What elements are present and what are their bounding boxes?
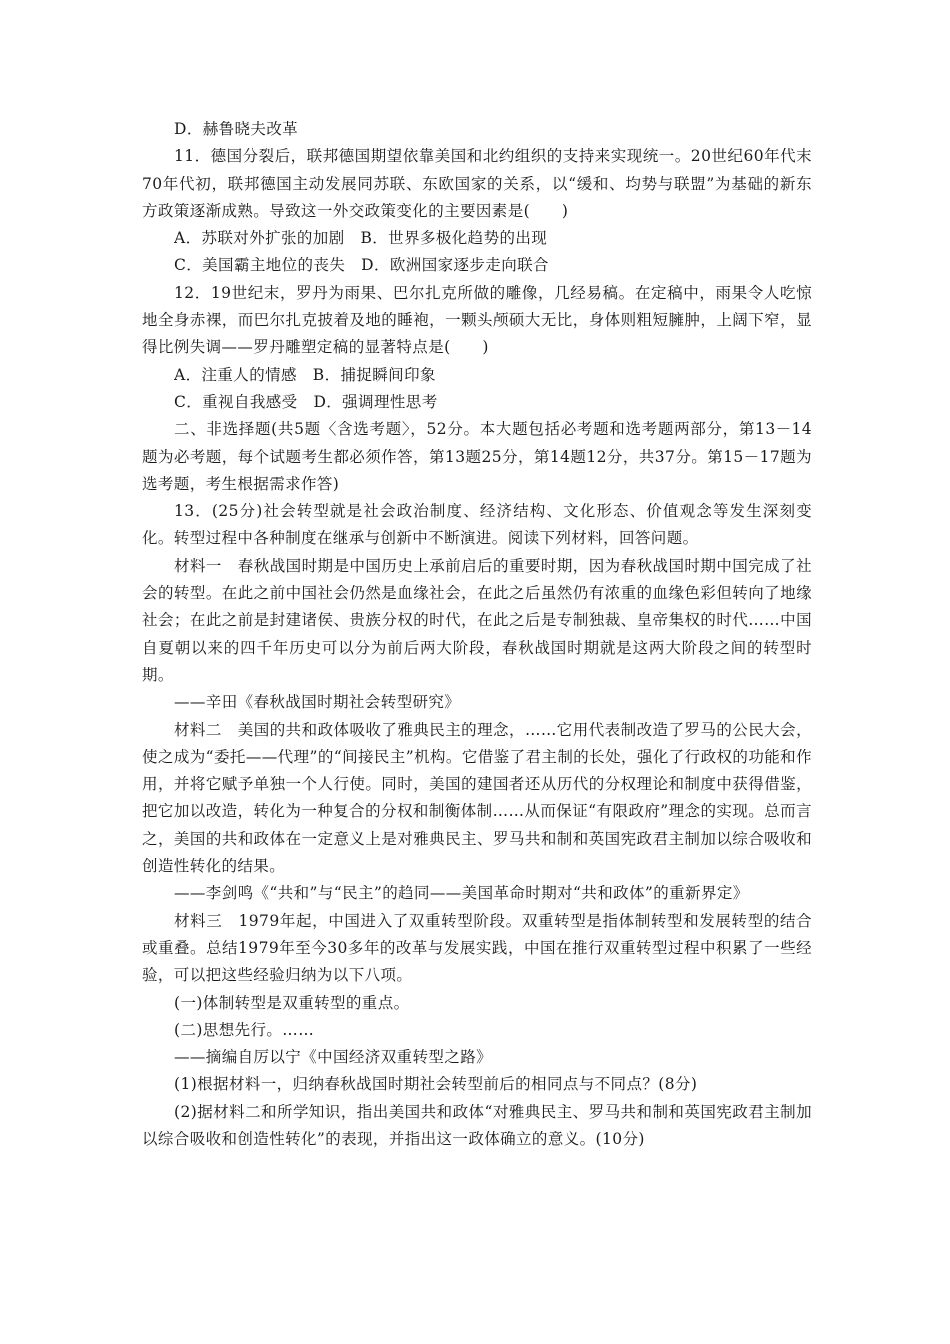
q13-source1: ——辛田《春秋战国时期社会转型研究》 xyxy=(174,693,461,712)
q12-options-ab: A．注重人的情感 B．捕捉瞬间印象 xyxy=(174,365,436,384)
q10-option-d: D．赫鲁晓夫改革 xyxy=(174,120,299,138)
q13-point2: (二)思想先行。…… xyxy=(174,1020,315,1039)
q13-material2: 材料二 美国的共和政体吸收了雅典民主的理念，……它用代表制改造了罗马的公民大会，使之成为“委托——代理”的“间接民主”机构。它借鉴了君主制的长处，强化了行政权的功能和作用，并将它赋予单独一个人行使。同时，美国的建国者还从历代的分权理论和制度中获得借鉴，把它加以改造，转化为一种复合的分权和制衡体制……从而保证“有限政府”理念的实现。总而言之，美国的共和政体在一定意义上是对雅典民主、罗马共和制和英国宪政君主制加以综合吸收和创造性转化的结果。 xyxy=(142,720,812,876)
q12-stem: 12．19世纪末，罗丹为雨果、巴尔扎克所做的雕像，几经易稿。在定稿中，雨果令人吃惊地全身赤裸，而巴尔扎克披着及地的睡袍，一颗头颅硕大无比，身体则粗短臃肿，上阔下窄，显得比例失调——罗丹雕塑定稿的显著特点是( ) xyxy=(142,283,812,357)
q13-source2: ——李剑鸣《“共和”与“民主”的趋同——美国革命时期对“共和政体”的重新界定》 xyxy=(174,884,749,903)
q13-material1: 材料一 春秋战国时期是中国历史上承前启后的重要时期，因为春秋战国时期中国完成了社会的转型。在此之前中国社会仍然是血缘社会，在此之后虽然仍有浓重的血缘色彩但转向了地缘社会；在此之前是封建诸侯、贵族分权的时代，在此之后是专制独裁、皇帝集权的时代……中国自夏朝以来的四千年历史可以分为前后两大阶段，春秋战国时期就是这两大阶段之间的转型时期。 xyxy=(142,556,812,684)
q13-material3: 材料三 1979年起，中国进入了双重转型阶段。双重转型是指体制转型和发展转型的结合或重叠。总结1979年至今30多年的改革与发展实践，中国在推行双重转型过程中积累了一些经验，可以把这些经验归纳为以下八项。 xyxy=(142,911,812,985)
exam-content xyxy=(142,116,812,1153)
q11-options-ab: A．苏联对外扩张的加剧 B．世界多极化趋势的出现 xyxy=(174,229,548,248)
q12-options-cd: C．重视自我感受 D．强调理性思考 xyxy=(174,392,438,411)
q13-sub1: (1)根据材料一，归纳春秋战国时期社会转型前后的相同点与不同点？(8分) xyxy=(174,1075,698,1094)
q13-point1: (一)体制转型是双重转型的重点。 xyxy=(174,993,410,1012)
section2-intro: 二、非选择题(共5题〈含选考题〉，52分。本大题包括必考题和选考题两部分，第13－14题为必考题，每个试题考生都必须作答，第13题25分，第14题12分，共37分。第15－17题为选考题，考生根据需求作答) xyxy=(142,420,812,493)
q11-options-cd: C．美国霸主地位的丧失 D．欧洲国家逐步走向联合 xyxy=(174,256,549,275)
q11-stem: 11．德国分裂后，联邦德国期望依靠美国和北约组织的支持来实现统一。20世纪60年代末70年代初，联邦德国主动发展同苏联、东欧国家的关系，以“缓和、均势与联盟”为基础的新东方政策逐渐成熟。导致这一外交政策变化的主要因素是( ) xyxy=(142,147,812,220)
q13-source3: ——摘编自厉以宁《中国经济双重转型之路》 xyxy=(174,1048,493,1067)
q13-sub2: (2)据材料二和所学知识，指出美国共和政体“对雅典民主、罗马共和制和英国宪政君主制加以综合吸收和创造性转化”的表现，并指出这一政体确立的意义。(10分) xyxy=(142,1102,812,1148)
q13-stem: 13．(25分)社会转型就是社会政治制度、经济结构、文化形态、价值观念等发生深刻变化。转型过程中各种制度在继承与创新中不断演进。阅读下列材料，回答问题。 xyxy=(142,502,812,548)
